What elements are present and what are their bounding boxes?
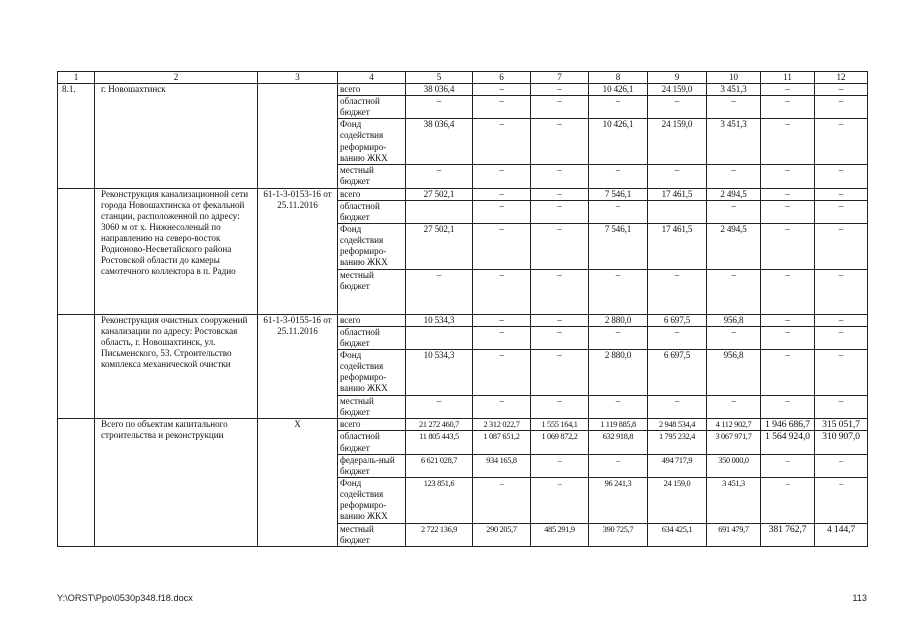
value-cell: 2 312 022,7 (473, 419, 531, 431)
value-cell: 934 165,8 (473, 454, 531, 477)
value-cell: 27 502,1 (406, 188, 473, 200)
value-cell: – (815, 223, 868, 269)
value-cell: – (761, 350, 815, 396)
funding-source: областной бюджет (338, 431, 406, 454)
value-cell: – (406, 269, 473, 314)
value-cell: 2 494,5 (707, 223, 761, 269)
value-cell: – (815, 350, 868, 396)
funding-source: местный бюджет (338, 165, 406, 188)
value-cell: 11 805 443,5 (406, 431, 473, 454)
funding-source: всего (338, 419, 406, 431)
value-cell: 956,8 (707, 314, 761, 326)
value-cell: 38 036,4 (406, 119, 473, 165)
value-cell: – (531, 188, 589, 200)
row-number (58, 419, 95, 547)
value-cell: – (589, 326, 648, 349)
value-cell: 10 534,3 (406, 314, 473, 326)
value-cell: – (707, 200, 761, 223)
value-cell: 6 697,5 (648, 314, 707, 326)
value-cell: – (531, 84, 589, 96)
value-cell: – (761, 396, 815, 419)
value-cell: – (648, 96, 707, 119)
value-cell: – (473, 223, 531, 269)
object-name: Всего по объектам капитального строительства и реконструкции (95, 419, 258, 547)
table-row (58, 188, 868, 200)
value-cell: 2 494,5 (707, 188, 761, 200)
funding-source: местный бюджет (338, 269, 406, 314)
value-cell: – (531, 96, 589, 119)
value-cell: – (473, 396, 531, 419)
value-cell: 4 144,7 (815, 523, 868, 546)
project-code (258, 84, 338, 188)
value-cell: 7 546,1 (589, 223, 648, 269)
value-cell: – (707, 165, 761, 188)
value-cell: 3 451,3 (707, 119, 761, 165)
value-cell: – (815, 477, 868, 523)
value-cell: 6 697,5 (648, 350, 707, 396)
project-code: 61-1-3-0153-16 от 25.11.2016 (258, 188, 338, 314)
value-cell: – (473, 84, 531, 96)
value-cell: – (406, 396, 473, 419)
column-header-10: 10 (707, 72, 761, 84)
value-cell: 24 159,0 (648, 119, 707, 165)
column-header-7: 7 (531, 72, 589, 84)
value-cell: – (589, 454, 648, 477)
value-cell: – (761, 326, 815, 349)
value-cell: 2 880,0 (589, 350, 648, 396)
value-cell: 1 069 872,2 (531, 431, 589, 454)
value-cell: 17 461,5 (648, 188, 707, 200)
value-cell: – (815, 396, 868, 419)
value-cell: – (406, 96, 473, 119)
value-cell: – (648, 269, 707, 314)
value-cell: – (473, 165, 531, 188)
value-cell: 17 461,5 (648, 223, 707, 269)
value-cell: – (707, 326, 761, 349)
value-cell: – (531, 223, 589, 269)
value-cell: 38 036,4 (406, 84, 473, 96)
value-cell: – (531, 396, 589, 419)
project-code: Х (258, 419, 338, 547)
value-cell: – (648, 396, 707, 419)
value-cell: – (531, 477, 589, 523)
value-cell: 315 051,7 (815, 419, 868, 431)
column-header-8: 8 (589, 72, 648, 84)
value-cell: – (473, 350, 531, 396)
value-cell: – (531, 350, 589, 396)
value-cell: – (531, 200, 589, 223)
value-cell: – (761, 119, 815, 165)
value-cell: 10 534,3 (406, 350, 473, 396)
value-cell: – (648, 326, 707, 349)
value-cell: – (473, 314, 531, 326)
column-header-9: 9 (648, 72, 707, 84)
value-cell: – (815, 165, 868, 188)
value-cell: 21 272 460,7 (406, 419, 473, 431)
value-cell: 691 479,7 (707, 523, 761, 546)
value-cell: 123 851,6 (406, 477, 473, 523)
funding-source: всего (338, 188, 406, 200)
value-cell: – (761, 84, 815, 96)
value-cell: – (473, 96, 531, 119)
funding-source: Фонд содействия реформиро-ванию ЖКХ (338, 119, 406, 165)
value-cell: 4 112 902,7 (707, 419, 761, 431)
value-cell: – (589, 165, 648, 188)
value-cell: – (761, 96, 815, 119)
value-cell: – (589, 96, 648, 119)
value-cell: 2 722 136,9 (406, 523, 473, 546)
value-cell: 10 426,1 (589, 84, 648, 96)
value-cell: 485 291,9 (531, 523, 589, 546)
column-header-1: 1 (58, 72, 95, 84)
value-cell: 3 451,3 (707, 84, 761, 96)
value-cell: 290 205,7 (473, 523, 531, 546)
value-cell: – (815, 84, 868, 96)
value-cell: 7 546,1 (589, 188, 648, 200)
value-cell: – (473, 477, 531, 523)
budget-table (57, 71, 868, 547)
value-cell: – (761, 223, 815, 269)
value-cell: 1 555 164,1 (531, 419, 589, 431)
object-name: г. Новошахтинск (95, 84, 258, 188)
funding-source: местный бюджет (338, 396, 406, 419)
value-cell: – (473, 326, 531, 349)
table-row (58, 314, 868, 326)
value-cell: – (761, 188, 815, 200)
column-header-6: 6 (473, 72, 531, 84)
value-cell: – (761, 454, 815, 477)
object-name: Реконструкция канализационной сети города Новошахтинска от фекальной станции, расположенной по адресу: 3060 м от х. Нижнесоленый по направлению на северо-восток Родионово-Несветайского района Ростовской области до камеры самотечного коллектора в п. Радио (95, 188, 258, 314)
value-cell: 350 000,0 (707, 454, 761, 477)
file-path: Y:\ORST\Ppo\0530p348.f18.docx (57, 593, 193, 603)
funding-source: всего (338, 314, 406, 326)
value-cell: – (648, 165, 707, 188)
value-cell: – (815, 454, 868, 477)
value-cell: – (473, 119, 531, 165)
value-cell: 1 119 885,8 (589, 419, 648, 431)
funding-source: областной бюджет (338, 96, 406, 119)
value-cell: – (761, 269, 815, 314)
value-cell: 1 087 651,2 (473, 431, 531, 454)
funding-source: местный бюджет (338, 523, 406, 546)
value-cell: 1 795 232,4 (648, 431, 707, 454)
column-header-2: 2 (95, 72, 258, 84)
value-cell: 2 880,0 (589, 314, 648, 326)
value-cell: 1 946 686,7 (761, 419, 815, 431)
value-cell: – (815, 96, 868, 119)
value-cell: – (815, 326, 868, 349)
page-number: 113 (852, 593, 867, 603)
value-cell: – (761, 200, 815, 223)
value-cell: – (531, 165, 589, 188)
value-cell: – (761, 165, 815, 188)
value-cell: – (531, 454, 589, 477)
table-row (58, 84, 868, 96)
value-cell: – (707, 396, 761, 419)
value-cell: 3 451,3 (707, 477, 761, 523)
value-cell: 1 564 924,0 (761, 431, 815, 454)
value-cell: 96 241,3 (589, 477, 648, 523)
row-number (58, 314, 95, 418)
value-cell: – (531, 314, 589, 326)
value-cell: – (815, 119, 868, 165)
funding-source: Фонд содействия реформиро-ванию ЖКХ (338, 350, 406, 396)
funding-source: областной бюджет (338, 326, 406, 349)
value-cell: – (815, 188, 868, 200)
value-cell: 956,8 (707, 350, 761, 396)
value-cell: – (473, 200, 531, 223)
value-cell: – (531, 269, 589, 314)
value-cell: 494 717,9 (648, 454, 707, 477)
value-cell: 310 907,0 (815, 431, 868, 454)
value-cell: 381 762,7 (761, 523, 815, 546)
value-cell (648, 200, 707, 223)
value-cell: 3 067 971,7 (707, 431, 761, 454)
table-row (58, 419, 868, 431)
value-cell: – (815, 269, 868, 314)
column-header-3: 3 (258, 72, 338, 84)
value-cell: 2 948 534,4 (648, 419, 707, 431)
column-header-4: 4 (338, 72, 406, 84)
value-cell: 10 426,1 (589, 119, 648, 165)
value-cell: 390 725,7 (589, 523, 648, 546)
funding-source: всего (338, 84, 406, 96)
value-cell: 634 425,1 (648, 523, 707, 546)
value-cell: – (815, 200, 868, 223)
object-name: Реконструкция очистных сооружений канализации по адресу: Ростовская область, г. Новошахтинск, ул. Письменского, 53. Строительство комплекса механической очистки (95, 314, 258, 418)
column-header-5: 5 (406, 72, 473, 84)
value-cell: 6 621 028,7 (406, 454, 473, 477)
value-cell: – (761, 314, 815, 326)
value-cell (406, 200, 473, 223)
value-cell: – (406, 165, 473, 188)
value-cell: 27 502,1 (406, 223, 473, 269)
funding-source: Фонд содействия реформиро-ванию ЖКХ (338, 223, 406, 269)
row-number (58, 188, 95, 314)
value-cell: – (707, 96, 761, 119)
value-cell: – (473, 188, 531, 200)
value-cell: 24 159,0 (648, 477, 707, 523)
value-cell: – (815, 314, 868, 326)
table-body (58, 84, 868, 547)
value-cell (406, 326, 473, 349)
value-cell: – (589, 396, 648, 419)
value-cell: 632 918,8 (589, 431, 648, 454)
column-header-11: 11 (761, 72, 815, 84)
value-cell: – (589, 200, 648, 223)
funding-source: областной бюджет (338, 200, 406, 223)
column-number-header (58, 72, 868, 84)
value-cell: – (589, 269, 648, 314)
value-cell: 24 159,0 (648, 84, 707, 96)
funding-source: Фонд содействия реформиро-ванию ЖКХ (338, 477, 406, 523)
value-cell: – (531, 119, 589, 165)
row-number: 8.1. (58, 84, 95, 188)
value-cell: – (707, 269, 761, 314)
value-cell: – (761, 477, 815, 523)
funding-source: федераль-ный бюджет (338, 454, 406, 477)
value-cell: – (473, 269, 531, 314)
project-code: 61-1-3-0155-16 от 25.11.2016 (258, 314, 338, 418)
value-cell: – (531, 326, 589, 349)
column-header-12: 12 (815, 72, 868, 84)
